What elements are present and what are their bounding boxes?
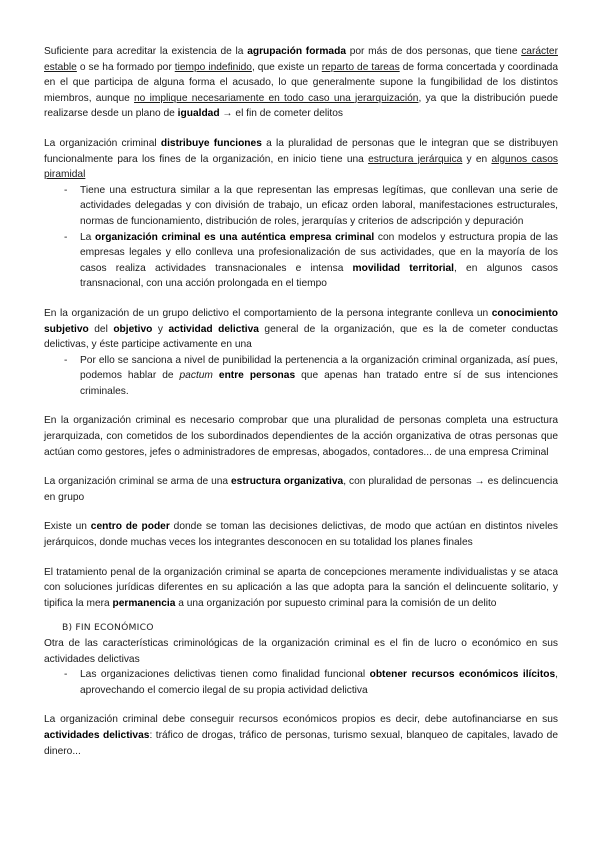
paragraph-distribuye-funciones: La organización criminal distribuye funciones a la pluralidad de personas que le integran que se distribuyen funcionalmente para los fines de la organización, en inicio tiene una estructura jerárquica y en algunos casos piramidal — [44, 137, 558, 181]
document-page — [44, 44, 558, 759]
paragraph-estructura-organizativa: La organización criminal se arma de una estructura organizativa, con pluralidad de personas → es delincuencia en grupo — [44, 476, 558, 503]
paragraph-centro-de-poder: Existe un centro de poder donde se toman las decisiones delictivas, de modo que actúan en distintos niveles jerárquicos, donde muchas veces los integrantes desconocen en su totalidad los planes finales — [44, 521, 558, 549]
paragraph-autofinanciacion: La organización criminal debe conseguir recursos económicos propios es decir, debe autofinanciarse en sus actividades delictivas: tráfico de drogas, tráfico de personas, turismo sexual, blanqueo de capitales, lavado de dinero... — [44, 714, 558, 757]
paragraph-fin-economico: Otra de las características criminológicas de la organización criminal es el fin de lucro o económico en sus actividades delictivas — [44, 638, 558, 665]
list-item: - Tiene una estructura similar a la que representan las empresas legítimas, que conllevan una serie de actividades delegadas y con división de trabajo, un eficaz orden laboral, manifestaciones estructurales, normas de funcionamiento, distribución de roles, jerarquías y criterios de adscripción y depuración — [64, 184, 558, 227]
section-heading-fin-economico: B) FIN ECONÓMICO — [62, 622, 154, 634]
paragraph-grupo-delictivo: En la organización de un grupo delictivo el comportamiento de la persona integrante conlleva un conocimiento subjetivo del objetivo y actividad delictiva general de la organización, que es la de cometer conductas delictivas, y éste participe activamente en una — [44, 307, 558, 351]
list-grupo-delictivo — [44, 353, 558, 400]
paragraph-estructura-jerarquizada: En la organización criminal es necesario comprobar que una pluralidad de personas completa una estructura jerarquizada, con cometidos de los subordinados dependientes de la acción organizativa de otras personas que actúan como gestores, jefes o administradores de empresas, abogados, contadores... de una empresa Criminal — [44, 415, 558, 458]
paragraph-agrupacion: Suficiente para acreditar la existencia de la agrupación formada por más de dos personas, que tiene carácter estable o se ha formado por tiempo indefinido, que existe un reparto de tareas de forma concertada y coordinada en el que participa de alguna forma el acusado, lo que generalmente supone la fungibilidad de los distintos miembros, aunque no implique necesariamente en todo caso una jerarquización, ya que la distribución puede realizarse desde un plano de igualdad → el fin de cometer delitos — [44, 46, 559, 120]
list-distribuye-funciones — [44, 183, 558, 292]
list-item: - Las organizaciones delictivas tienen como finalidad funcional obtener recursos económicos ilícitos, aprovechando el comercio ilegal de su propia actividad delictiva — [64, 669, 558, 696]
paragraph-tratamiento-penal: El tratamiento penal de la organización criminal se aparta de concepciones meramente individualistas y se ataca con soluciones jurídicas diferentes en su aplicación a las que adopta para la sanción el delincuente solitario, y tipifica la mera permanencia a una organización por supuesto criminal para la comisión de un delito — [44, 566, 558, 609]
list-fin-economico — [44, 667, 558, 698]
list-item: - Por ello se sanciona a nivel de punibilidad la pertenencia a la organización criminal organizada, así pues, podemos hablar de pactum entre personas que apenas han tratado entre sí de sus intenciones criminales. — [64, 354, 558, 397]
list-item: - La organización criminal es una auténtica empresa criminal con modelos y estructura propia de las empresas legales y ello conlleva una profesionalización de sus actividades, que en la mayoría de los casos realiza actividades transnacionales e intensa movilidad territorial, en algunos casos transnacional, con una acción prolongada en el tiempo — [64, 231, 559, 290]
